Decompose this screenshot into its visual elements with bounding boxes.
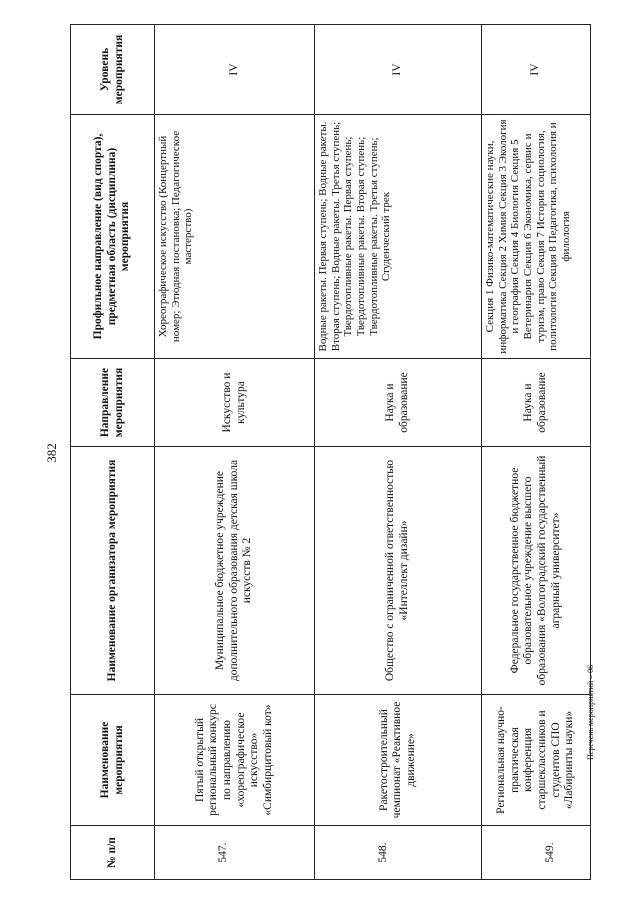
row-level: IV (482, 25, 591, 115)
row-event-name: Региональная научно-практическая конференция старшеклассников и студентов СПО «Лабиринты науки» (482, 695, 591, 826)
footer-note: Перечень мероприятий – 06 (586, 664, 595, 760)
row-num: 547. (155, 826, 315, 880)
header-direction: Направление мероприятия (71, 359, 155, 447)
row-organizer: Муниципальное бюджетное учреждение дополнительного образования детская школа искусств № 2 (155, 447, 315, 695)
row-profile: Секция 1 Физико-математические науки, информатика Секция 2 Химия Секция 3 Экология и география Секция 4 Биология Секция 5 Ветеринария Секция 6 Экономика, сервис и туризм, право Секция 7 История социология, политология Секция 8 Педагогика, психология и филология (482, 115, 591, 359)
row-organizer: Общество с ограниченной ответственностью «Интеллект дизайн» (315, 447, 482, 695)
header-organizer: Наименование организатора мероприятия (71, 447, 155, 695)
header-level: Уровень мероприятия (71, 25, 155, 115)
row-profile: Хореографическое искусство (Концертный номер; Этюдная постановка; Педагогическое мастерство) (155, 115, 315, 359)
row-num: 548. (315, 826, 482, 880)
row-num: 549. (482, 826, 591, 880)
row-organizer: Федеральное государственное бюджетное образовательное учреждение высшего образования «Волгоградский государственный аграрный университет» (482, 447, 591, 695)
header-num: № п/п (71, 826, 155, 880)
table-header-row (71, 25, 155, 880)
row-profile: Водные ракеты. Первая ступень; Водные ракеты. Вторая ступень; Водные ракеты. Третья ступень; Твердотопливные ракеты. Первая ступень; Твердотопливные ракеты. Вторая ступень; Твердотопливные ракеты. Третья ступень; Студенческий трек (315, 115, 482, 359)
row-level: IV (315, 25, 482, 115)
rotated-table-container (70, 25, 590, 880)
header-event-name: Наименование мероприятия (71, 695, 155, 826)
row-direction: Искусство и культура (155, 359, 315, 447)
row-direction: Наука и образование (482, 359, 591, 447)
row-direction: Наука и образование (315, 359, 482, 447)
page-number: 382 (44, 443, 59, 463)
table-row (155, 25, 315, 880)
row-event-name: Ракетостроительный чемпионат «Реактивное движение» (315, 695, 482, 826)
row-event-name: Пятый открытый региональный конкурс по направлению «хореографическое искусство» «Симбирцитовый кот» (155, 695, 315, 826)
table-row (315, 25, 482, 880)
header-profile: Профильное направление (вид спорта), предметная область (дисциплина) мероприятия (71, 115, 155, 359)
row-level: IV (155, 25, 315, 115)
table-row (482, 25, 591, 880)
events-table (70, 24, 591, 880)
